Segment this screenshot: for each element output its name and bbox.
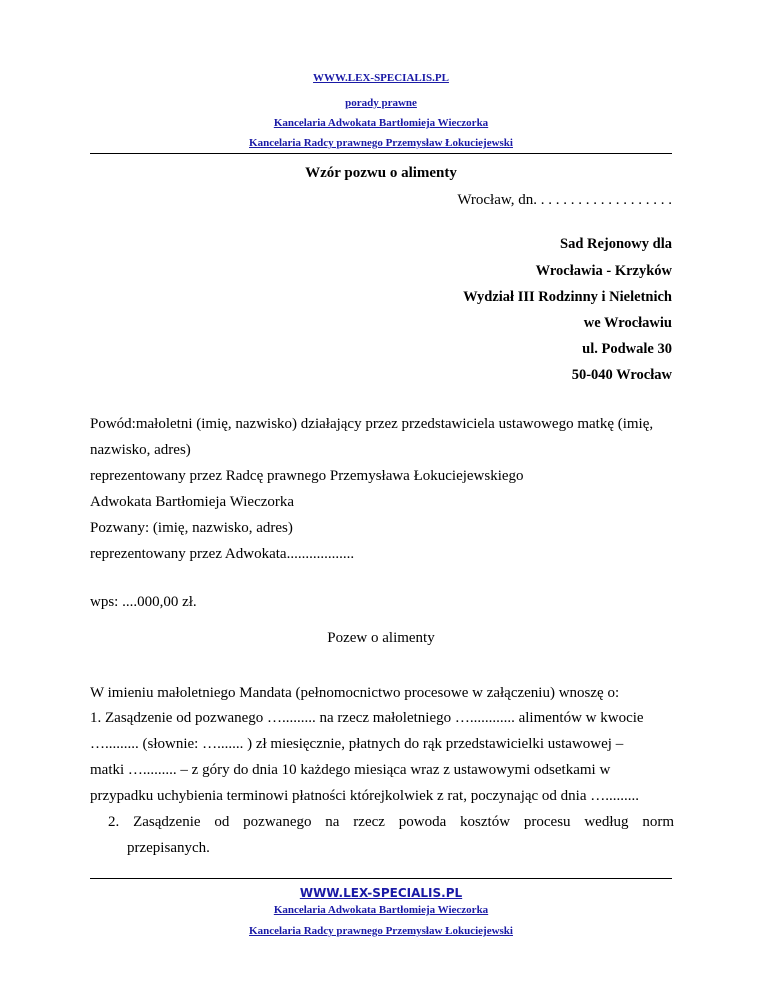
header-firm1-link[interactable]: Kancelaria Adwokata Bartłomieja Wieczorka [273, 117, 489, 129]
date-line: Wrocław, dn. . . . . . . . . . . . . . . . . . . [457, 192, 672, 208]
header-firm2-link[interactable]: Kancelaria Radcy prawnego Przemysław Łokuciejewski [249, 137, 513, 149]
footer-site-link[interactable]: WWW.LEX-SPECIALIS.PL [299, 886, 463, 900]
point1-line-4: przypadku uchybienia terminowi płatności którejkolwiek z rat, poczynając od dnia …......... [90, 788, 640, 804]
court-line-6: 50-040 Wrocław [571, 367, 672, 383]
wps-value: wps: ....000,00 zł. [90, 594, 197, 610]
header-divider [90, 153, 672, 154]
parties-line-6: reprezentowany przez Adwokata.................. [90, 546, 355, 562]
footer-firm1-line [90, 900, 672, 918]
header-subtitle-link[interactable]: porady prawne [345, 97, 417, 109]
footer-firm1-link[interactable]: Kancelaria Adwokata Bartłomieja Wieczorka [273, 904, 489, 916]
header-site-line [90, 68, 672, 86]
court-line-1: Sad Rejonowy dla [560, 236, 672, 252]
point1-line-2: …......... (słownie: …....... ) zł miesięcznie, płatnych do rąk przedstawicielki ustawowej – [90, 736, 624, 752]
header-site-link[interactable]: WWW.LEX-SPECIALIS.PL [313, 72, 449, 84]
header-firm1-line [90, 113, 672, 131]
header-subtitle-line [90, 93, 672, 111]
parties-line-3: reprezentowany przez Radcę prawnego Przemysława Łokuciejewskiego [90, 468, 524, 484]
parties-line-2: nazwisko, adres) [90, 442, 191, 458]
parties-line-5: Pozwany: (imię, nazwisko, adres) [90, 520, 293, 536]
header-firm2-line [90, 133, 672, 151]
court-line-2: Wrocławia - Krzyków [535, 263, 672, 279]
section-heading: Pozew o alimenty [327, 630, 435, 646]
point1-line-3: matki …......... – z góry do dnia 10 każdego miesiąca wraz z ustawowymi odsetkami w [90, 762, 611, 778]
court-line-4: we Wrocławiu [583, 315, 672, 331]
point1-line-1: 1. Zasądzenie od pozwanego …......... na rzecz małoletniego …............ alimentów w kwocie [90, 710, 644, 726]
parties-line-1: Powód:małoletni (imię, nazwisko) działający przez przedstawiciela ustawowego matkę (imię, [90, 416, 654, 432]
court-line-3: Wydział III Rodzinny i Nieletnich [463, 289, 672, 305]
document-title: Wzór pozwu o alimenty [305, 165, 457, 181]
footer-firm2-line [90, 921, 672, 939]
footer-divider [90, 878, 672, 879]
point2-line-2: przepisanych. [127, 840, 210, 856]
parties-line-4: Adwokata Bartłomieja Wieczorka [90, 494, 295, 510]
footer-firm2-link[interactable]: Kancelaria Radcy prawnego Przemysław Łokuciejewski [249, 925, 513, 937]
intro-text: W imieniu małoletniego Mandata (pełnomocnictwo procesowe w załączeniu) wnoszę o: [90, 685, 620, 701]
point2-line-1: 2. Zasądzenie od pozwanego na rzecz powoda kosztów procesu według norm [108, 814, 674, 830]
court-line-5: ul. Podwale 30 [582, 341, 672, 357]
